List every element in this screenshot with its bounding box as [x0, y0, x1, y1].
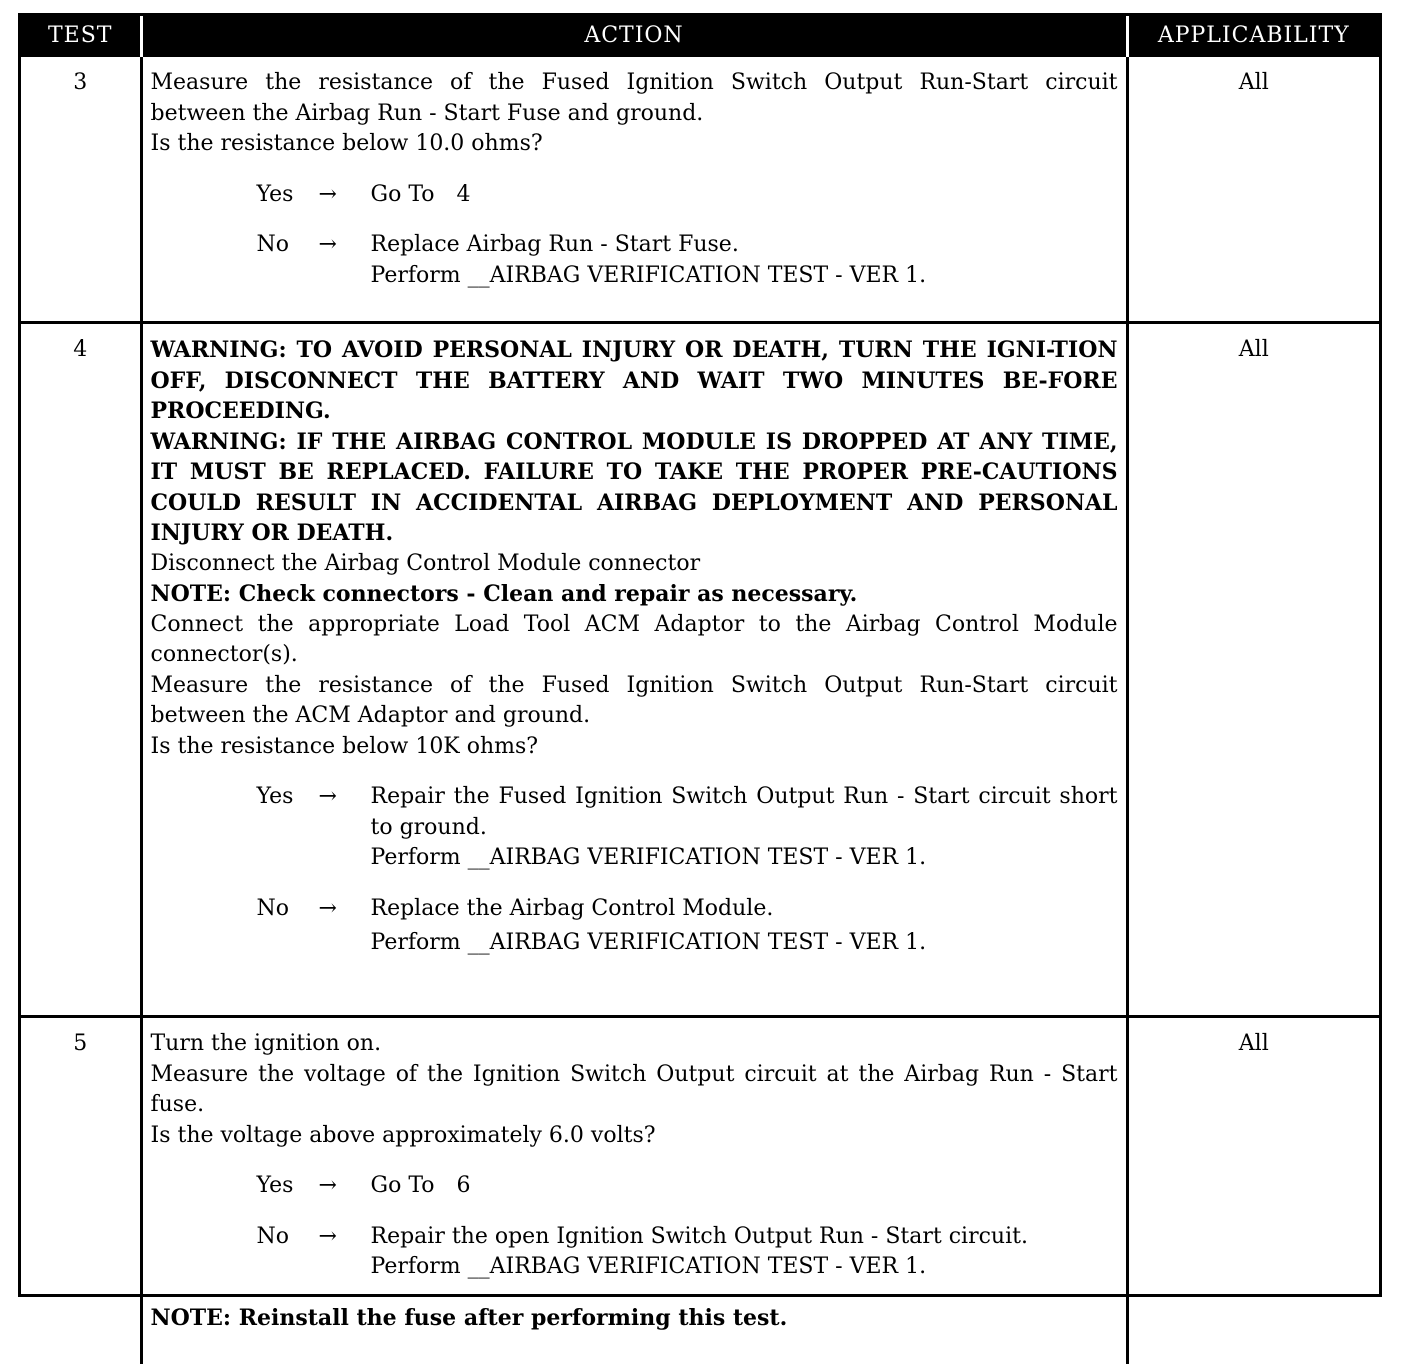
- action-question: Is the resistance below 10K ohms?: [151, 732, 1118, 763]
- no-result: [371, 894, 1118, 959]
- applicability-value: All: [1127, 56, 1379, 323]
- yes-label: Yes: [257, 1171, 319, 1202]
- yes-label: Yes: [257, 782, 319, 874]
- no-branch: [151, 230, 1118, 291]
- yes-branch: [151, 782, 1118, 874]
- applicability-value: All: [1127, 1017, 1379, 1364]
- yes-result-line: Repair the Fused Ignition Switch Output Run - Start circuit short to ground.: [371, 782, 1118, 843]
- no-result: [371, 230, 1118, 291]
- action-text: Disconnect the Airbag Control Module connector: [151, 549, 1118, 580]
- no-result-line: Replace Airbag Run - Start Fuse.: [371, 230, 1118, 261]
- test-number: 3: [21, 56, 141, 323]
- test-number: 5: [21, 1017, 141, 1364]
- action-text: Measure the voltage of the Ignition Switch Output circuit at the Airbag Run - Start fuse.: [151, 1060, 1118, 1121]
- header-applicability: APPLICABILITY: [1127, 16, 1379, 56]
- goto-text: Go To: [371, 182, 435, 207]
- warning-text: WARNING: IF THE AIRBAG CONTROL MODULE IS DROPPED AT ANY TIME, IT MUST BE REPLACED. FAILURE TO TAKE THE PROPER PRE-CAUTIONS COULD RESULT IN ACCIDENTAL AIRBAG DEPLOYMENT AND PERSONAL INJURY OR DEATH.: [151, 427, 1118, 549]
- right-arrow-icon: →: [319, 894, 371, 959]
- verification-test-link[interactable]: Perform __AIRBAG VERIFICATION TEST - VER 1.: [371, 928, 1118, 959]
- action-text: Turn the ignition on.: [151, 1029, 1118, 1060]
- no-result-line: Replace the Airbag Control Module.: [371, 894, 1118, 925]
- goto-text: Go To: [371, 1173, 435, 1198]
- applicability-value: All: [1127, 323, 1379, 1017]
- table-row: [21, 323, 1379, 1017]
- table-row: [21, 56, 1379, 323]
- yes-result: [371, 1171, 1118, 1202]
- verification-test-link[interactable]: Perform __AIRBAG VERIFICATION TEST - VER 1.: [371, 261, 1118, 292]
- header-test: TEST: [21, 16, 141, 56]
- diagnostic-test-table-frame: [18, 13, 1382, 1297]
- table-header-row: [21, 16, 1379, 56]
- goto-test-link[interactable]: 6: [457, 1171, 471, 1202]
- right-arrow-icon: →: [319, 1171, 371, 1202]
- yes-label: Yes: [257, 180, 319, 211]
- goto-test-link[interactable]: 4: [457, 180, 471, 211]
- no-branch: [151, 1222, 1118, 1283]
- right-arrow-icon: →: [319, 230, 371, 291]
- no-label: No: [257, 1222, 319, 1283]
- no-branch: [151, 894, 1118, 959]
- test-number: 4: [21, 323, 141, 1017]
- no-label: No: [257, 230, 319, 291]
- action-text: Measure the resistance of the Fused Ignition Switch Output Run-Start circuit between the Airbag Run - Start Fuse and ground.: [151, 68, 1118, 129]
- right-arrow-icon: →: [319, 782, 371, 874]
- yes-result: [371, 180, 1118, 211]
- action-question: Is the voltage above approximately 6.0 volts?: [151, 1121, 1118, 1152]
- note-text: NOTE: Reinstall the fuse after performing this test.: [151, 1303, 1118, 1334]
- verification-test-link[interactable]: Perform __AIRBAG VERIFICATION TEST - VER 1.: [371, 843, 1118, 874]
- action-text: Measure the resistance of the Fused Ignition Switch Output Run-Start circuit between the ACM Adaptor and ground.: [151, 671, 1118, 732]
- action-cell: [141, 323, 1127, 1017]
- note-text: NOTE: Check connectors - Clean and repair as necessary.: [151, 579, 1118, 610]
- verification-test-link[interactable]: Perform __AIRBAG VERIFICATION TEST - VER 1.: [371, 1252, 1118, 1283]
- diagnostic-test-table: [21, 16, 1379, 1364]
- action-question: Is the resistance below 10.0 ohms?: [151, 129, 1118, 160]
- action-cell: [141, 56, 1127, 323]
- warning-text: WARNING: TO AVOID PERSONAL INJURY OR DEATH, TURN THE IGNI-TION OFF, DISCONNECT THE BATTERY AND WAIT TWO MINUTES BE-FORE PROCEEDING.: [151, 335, 1118, 427]
- no-label: No: [257, 894, 319, 959]
- yes-branch: [151, 180, 1118, 211]
- right-arrow-icon: →: [319, 1222, 371, 1283]
- header-action: ACTION: [141, 16, 1127, 56]
- yes-branch: [151, 1171, 1118, 1202]
- no-result-line: Repair the open Ignition Switch Output Run - Start circuit.: [371, 1222, 1118, 1253]
- action-text: Connect the appropriate Load Tool ACM Adaptor to the Airbag Control Module connector(s).: [151, 610, 1118, 671]
- yes-result: [371, 782, 1118, 874]
- no-result: [371, 1222, 1118, 1283]
- right-arrow-icon: →: [319, 180, 371, 211]
